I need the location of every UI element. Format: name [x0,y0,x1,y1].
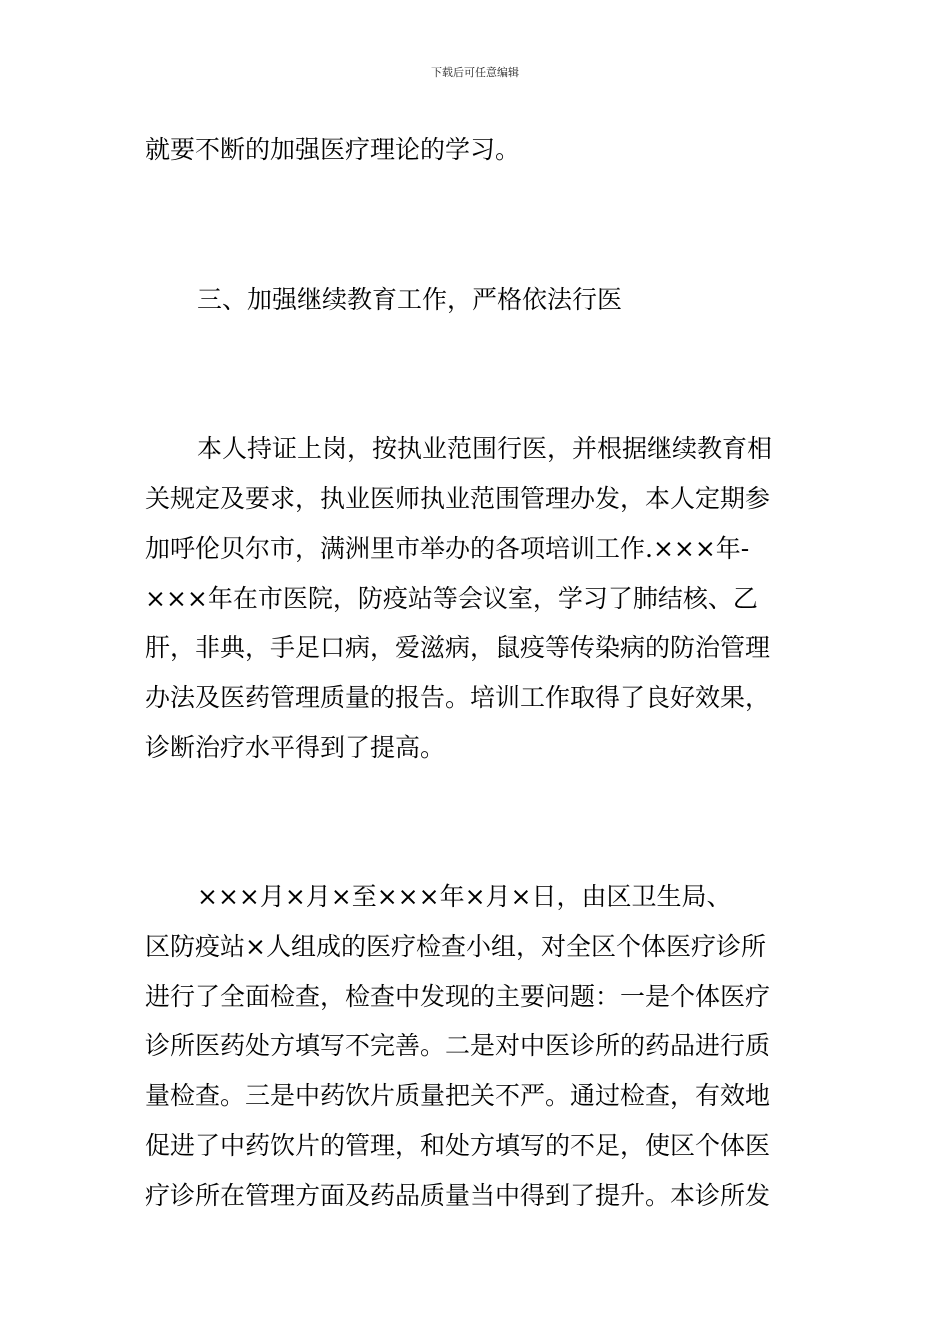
page-header: 下载后可任意编辑 [431,66,519,79]
intro-line: 就要不断的加强医疗理论的学习。 [145,135,521,164]
paragraph-line: 诊所医药处方填写不完善。二是对中医诊所的药品进行质 [145,1031,771,1060]
paragraph-line: 疗诊所在管理方面及药品质量当中得到了提升。本诊所发 [145,1181,771,1210]
paragraph-line: 进行了全面检查，检查中发现的主要问题：一是个体医疗 [145,982,771,1011]
paragraph-line: 本人持证上岗，按执业范围行医，并根据继续教育相 [197,434,773,463]
paragraph-line: 促进了中药饮片的管理，和处方填写的不足，使区个体医 [145,1131,771,1160]
section-heading: 三、加强继续教育工作，严格依法行医 [197,285,623,314]
paragraph-line: 区防疫站×人组成的医疗检查小组，对全区个体医疗诊所 [145,932,766,961]
paragraph-line: 肝，非典，手足口病，爱滋病，鼠疫等传染病的防治管理 [145,633,771,662]
paragraph-line: 办法及医药管理质量的报告。培训工作取得了良好效果， [145,683,771,712]
paragraph-line: 量检查。三是中药饮片质量把关不严。通过检查，有效地 [145,1081,771,1110]
paragraph-line: 关规定及要求，执业医师执业范围管理办发，本人定期参 [145,484,771,513]
paragraph-line: 诊断治疗水平得到了提高。 [145,733,446,762]
paragraph-line: 加呼伦贝尔市，满洲里市举办的各项培训工作.×××年- [145,534,750,563]
paragraph-line: ×××月×月×至×××年×月×日，由区卫生局、 [197,882,732,911]
paragraph-line: ×××年在市医院，防疫站等会议室，学习了肺结核、乙 [145,584,758,613]
